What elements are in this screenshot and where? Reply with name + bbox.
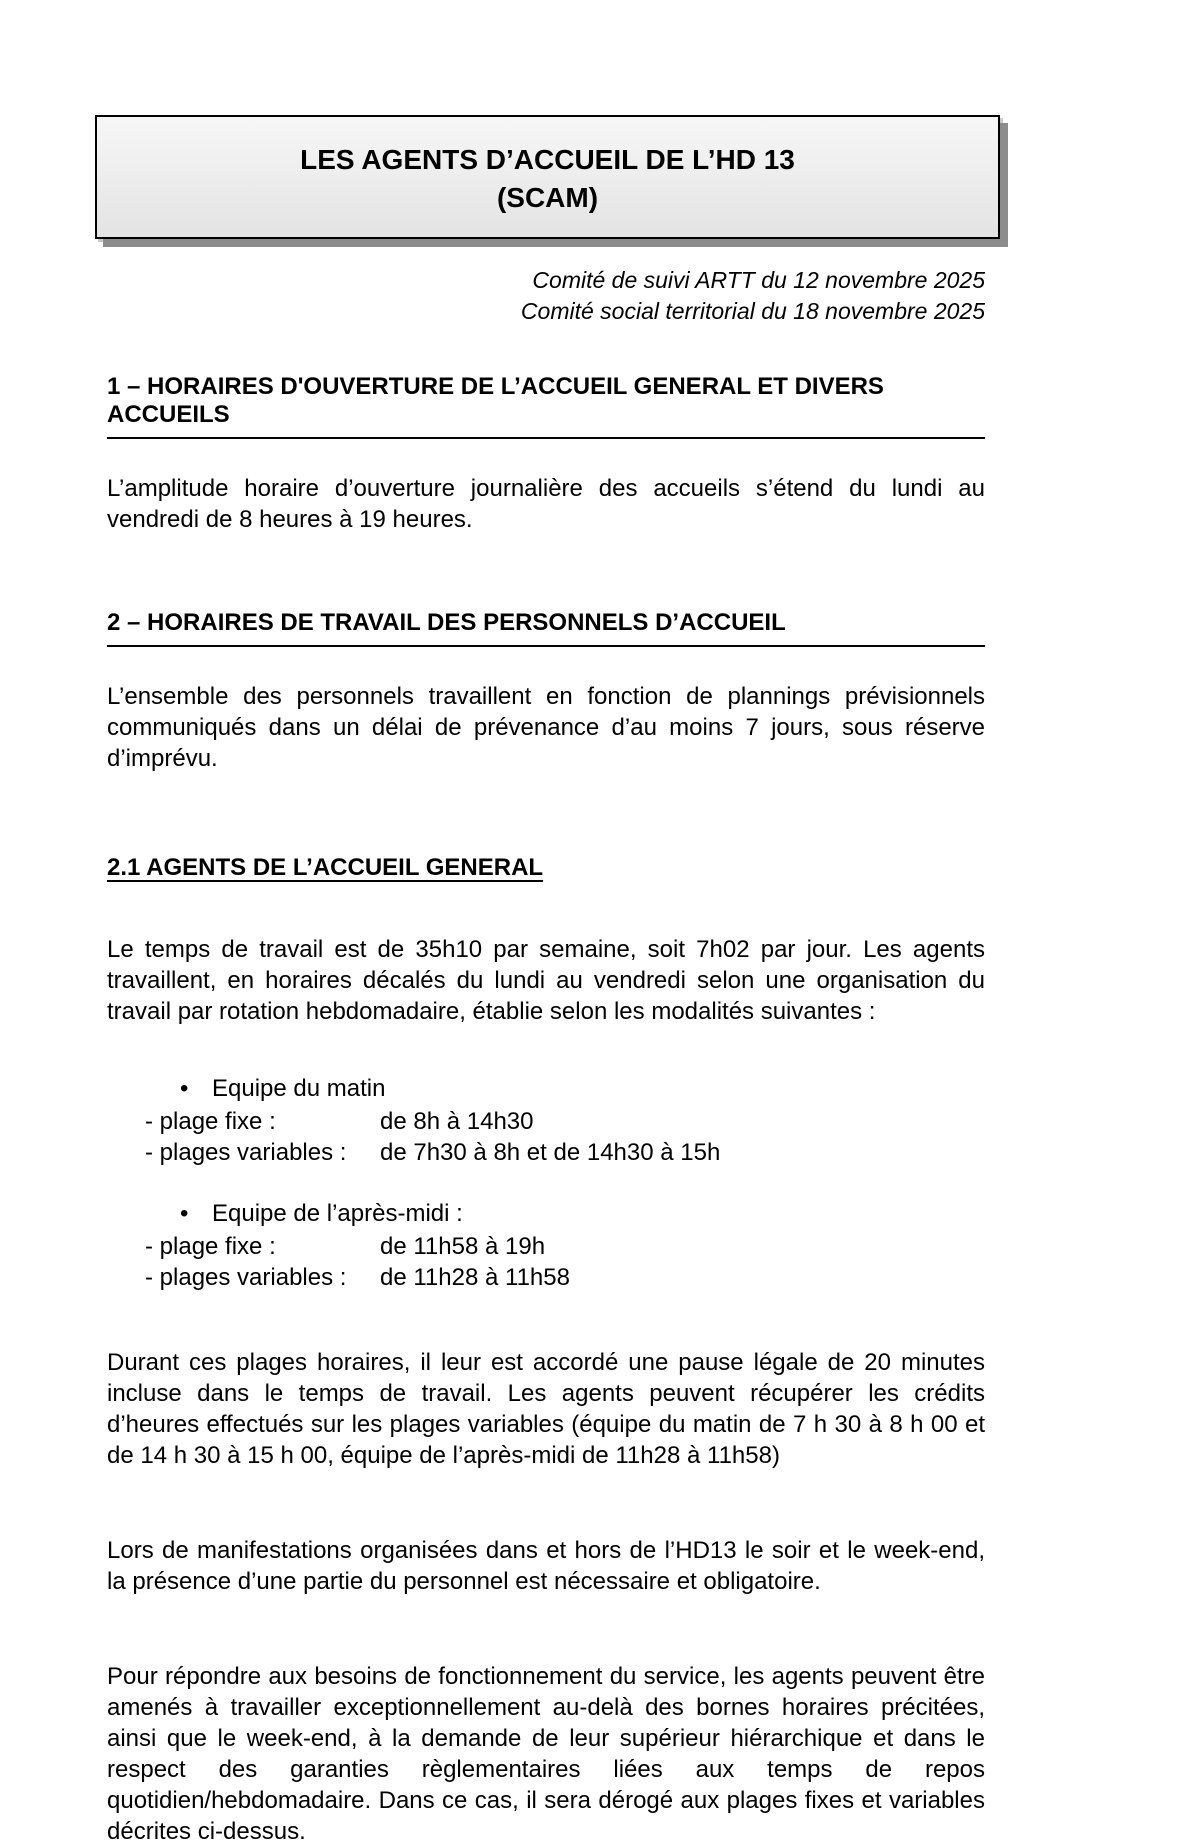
exceptions-paragraph: Pour répondre aux besoins de fonctionnement du service, les agents peuvent être amenés à travailler exceptionnellement au-delà des bornes horaires précitées, ainsi que le week-end, à la demande de leur supérieur hiérarchique et dans le respect des garanties règlementaires liées aux temps de repos quotidien/hebdomadaire. Dans ce cas, il sera dérogé aux plages fixes et variables décrites ci-dessus. xyxy=(107,1663,985,1845)
schedule-value: de 8h à 14h30 xyxy=(380,1108,534,1135)
schedule-value: de 7h30 à 8h et de 14h30 à 15h xyxy=(380,1139,721,1166)
schedule-label: - plages variables : xyxy=(145,1264,347,1291)
schedule-row xyxy=(107,1106,985,1137)
section-2-heading: 2 – HORAIRES DE TRAVAIL DES PERSONNELS D’ACCUEIL xyxy=(107,609,985,647)
section-1-heading: 1 – HORAIRES D'OUVERTURE DE L’ACCUEIL GENERAL ET DIVERS ACCUEILS xyxy=(107,373,985,439)
schedule-row xyxy=(107,1231,985,1262)
schedule-value: de 11h58 à 19h xyxy=(380,1233,546,1260)
document-subtitle: (SCAM) xyxy=(496,182,599,213)
schedule-row xyxy=(107,1137,985,1168)
title-box xyxy=(95,115,1000,239)
schedule-label: - plage fixe : xyxy=(145,1108,276,1135)
schedule-label: - plage fixe : xyxy=(145,1233,276,1260)
bullet-item-afternoon xyxy=(107,1198,985,1229)
bullet-label: Equipe du matin xyxy=(212,1075,386,1102)
schedule-label: - plages variables : xyxy=(145,1139,347,1166)
section-1-paragraph: L’amplitude horaire d’ouverture journalière des accueils s’étend du lundi au vendredi de 8 heures à 19 heures. xyxy=(107,475,985,533)
vertical-spacer xyxy=(107,1307,985,1347)
bullet-item-morning xyxy=(107,1073,985,1104)
meta-block xyxy=(107,265,985,327)
document-title: LES AGENTS D’ACCUEIL DE L’HD 13 xyxy=(300,144,795,175)
team-morning-block xyxy=(107,1073,985,1168)
events-paragraph: Lors de manifestations organisées dans et hors de l’HD13 le soir et le week-end, la présence d’une partie du personnel est nécessaire et obligatoire. xyxy=(107,1537,985,1595)
meta-line-committee-social: Comité social territorial du 18 novembre 2025 xyxy=(520,298,985,324)
schedule-row xyxy=(107,1262,985,1293)
bullet-icon xyxy=(180,1073,212,1104)
bullet-label: Equipe de l’après-midi : xyxy=(212,1200,463,1227)
team-afternoon-block xyxy=(107,1198,985,1293)
bullet-icon xyxy=(180,1198,212,1229)
pause-paragraph: Durant ces plages horaires, il leur est accordé une pause légale de 20 minutes incluse dans le temps de travail. Les agents peuvent récupérer les crédits d’heures effectués sur les plages variables (équipe du matin de 7 h 30 à 8 h 00 et de 14 h 30 à 15 h 00, équipe de l’après-midi de 11h28 à 11h58) xyxy=(107,1349,985,1469)
section-2-paragraph: L’ensemble des personnels travaillent en fonction de plannings prévisionnels communiqués dans un délai de prévenance d’au moins 7 jours, sous réserve d’imprévu. xyxy=(107,683,985,772)
section-2-1-intro-paragraph: Le temps de travail est de 35h10 par semaine, soit 7h02 par jour. Les agents travaillent, en horaires décalés du lundi au vendredi selon une organisation du travail par rotation hebdomadaire, établie selon les modalités suivantes : xyxy=(107,936,985,1025)
meta-line-committee-artt: Comité de suivi ARTT du 12 novembre 2025 xyxy=(532,267,985,293)
schedule-value: de 11h28 à 11h58 xyxy=(380,1264,570,1291)
section-2-1-heading: 2.1 AGENTS DE L’ACCUEIL GENERAL xyxy=(107,854,544,881)
